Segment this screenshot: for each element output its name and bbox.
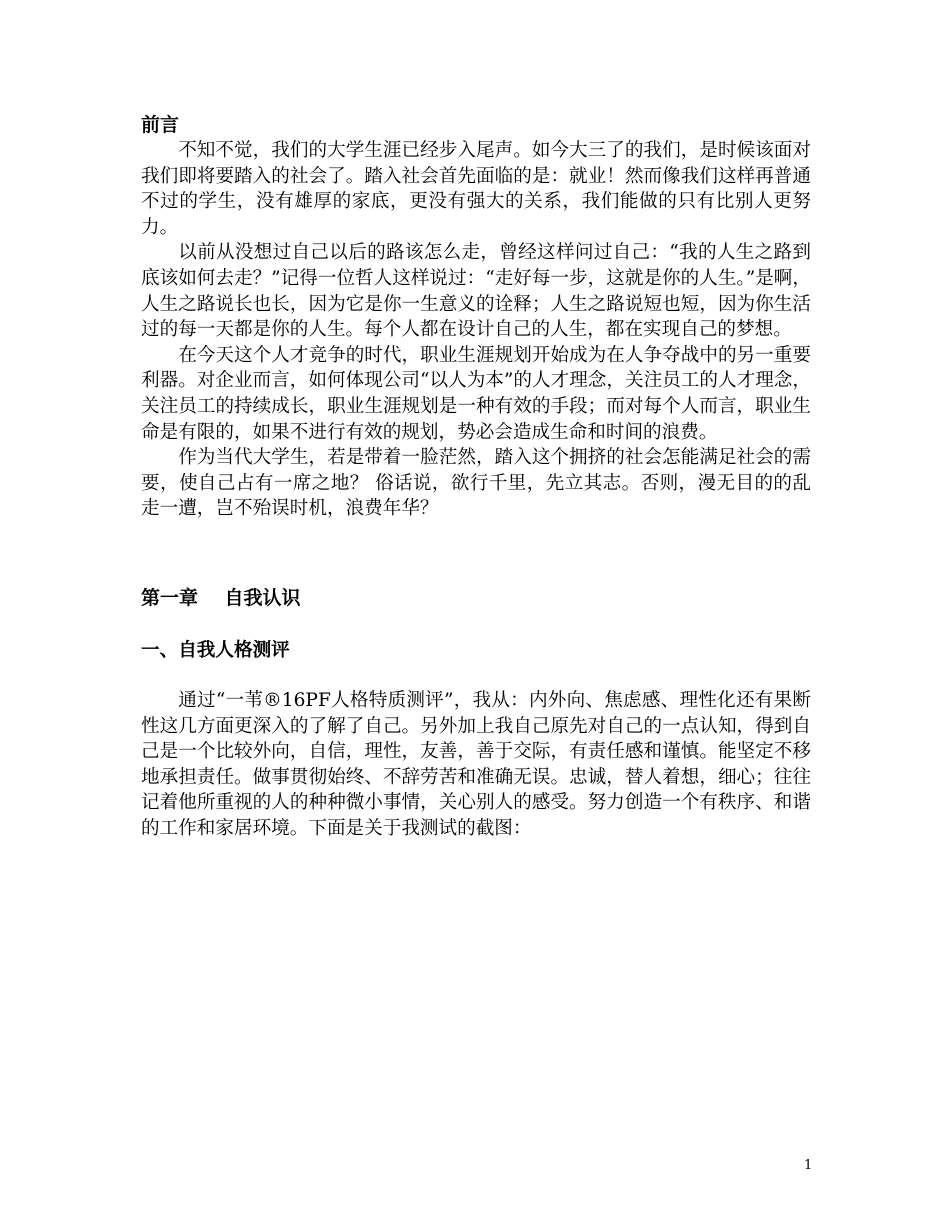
preface-paragraph-3: 在今天这个人才竞争的时代，职业生涯规划开始成为在人争夺战中的另一重要利器。对企业而言，如何体现公司“以人为本”的人才理念，关注员工的人才理念，关注员工的持续成长，职业生涯规划是一种有效的手段；而对每个人而言，职业生命是有限的，如果不进行有效的规划，势必会造成生命和时间的浪费。 bbox=[141, 344, 811, 443]
preface-paragraph-1: 不知不觉，我们的大学生涯已经步入尾声。如今大三了的我们，是时候该面对我们即将要踏入的社会了。踏入社会首先面临的是：就业！然而像我们这样再普通不过的学生，没有雄厚的家底，更没有强大的关系，我们能做的只有比别人更努力。 bbox=[141, 140, 811, 238]
page-number: 1 bbox=[804, 1158, 813, 1173]
preface-paragraph-4: 作为当代大学生，若是带着一脸茫然，踏入这个拥挤的社会怎能满足社会的需要，使自己占有一席之地？ 俗话说，欲行千里，先立其志。否则，漫无目的的乱走一遭，岂不殆误时机，浪费年华？ bbox=[141, 447, 811, 520]
section-paragraph: 通过“一苇®16PF人格特质测评”，我从：内外向、焦虑感、理性化还有果断性这几方面更深入的了解了自己。另外加上我自己原先对自己的一点认知，得到自己是一个比较外向，自信，理性，友善，善于交际，有责任感和谨慎。能坚定不移地承担责任。做事贯彻始终、不辞劳苦和准确无误。忠诚，替人着想，细心；往往记着他所重视的人的种种微小事情，关心别人的感受。努力创造一个有秩序、和谐的工作和家居环境。下面是关于我测试的截图： bbox=[141, 690, 811, 839]
section-title: 一、自我人格测评 bbox=[141, 640, 290, 661]
chapter-title: 第一章 自我认识 bbox=[141, 587, 301, 609]
preface-title: 前言 bbox=[141, 114, 180, 136]
preface-paragraph-2: 以前从没想过自己以后的路该怎么走，曾经这样问过自己：“我的人生之路到底该如何去走？”记得一位哲人这样说过：“走好每一步，这就是你的人生。”是啊，人生之路说长也长，因为它是你一生意义的诠释；人生之路说短也短，因为你生活过的每一天都是你的人生。每个人都在设计自己的人生，都在实现自己的梦想。 bbox=[141, 242, 811, 341]
section-body bbox=[141, 688, 811, 842]
document-page bbox=[141, 112, 811, 839]
